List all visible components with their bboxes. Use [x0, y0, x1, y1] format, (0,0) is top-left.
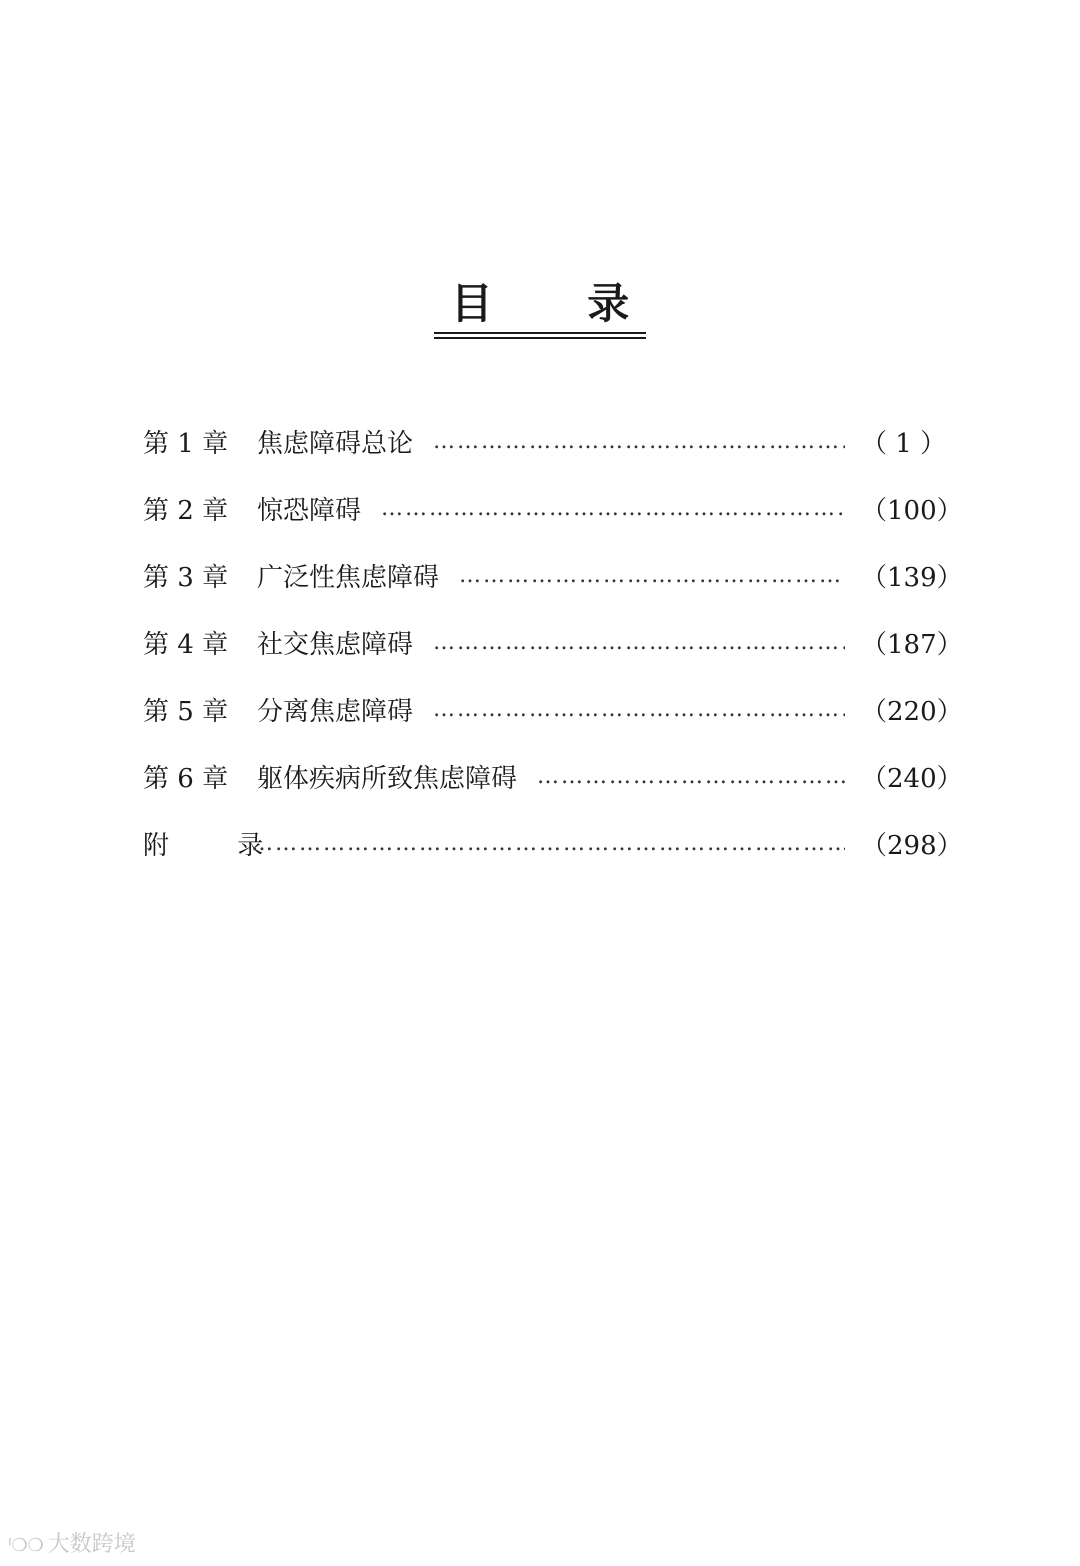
toc-entry-chapter-4[interactable] [143, 609, 963, 676]
page-number: （100） [861, 496, 963, 526]
chapter-number: 第 1 章 [143, 429, 229, 459]
chapter-number: 第 6 章 [143, 764, 229, 794]
appendix-label: 附 录 [143, 831, 294, 861]
page-number: （ 1 ） [861, 429, 947, 459]
dot-leader [537, 764, 845, 789]
watermark-text: 大数跨境 [47, 1532, 136, 1557]
dot-leader [433, 429, 845, 454]
dot-leader [381, 496, 845, 521]
chapter-title: 焦虑障碍总论 [257, 429, 414, 459]
chapter-number: 第 2 章 [143, 496, 229, 526]
title-rule-top [434, 332, 646, 334]
page-number: （220） [861, 697, 963, 727]
dot-leader [251, 831, 845, 856]
page-number: （187） [861, 630, 963, 660]
toc-entry-appendix[interactable] [143, 810, 963, 877]
toc-entry-chapter-5[interactable] [143, 676, 963, 743]
dot-leader [433, 697, 845, 722]
chapter-number: 第 4 章 [143, 630, 229, 660]
page-number: （139） [861, 563, 963, 593]
page-title: 目 录 [450, 279, 670, 328]
chapter-number: 第 5 章 [143, 697, 229, 727]
chapter-title: 惊恐障碍 [257, 496, 362, 526]
toc-entry-chapter-2[interactable] [143, 475, 963, 542]
chapter-title: 分离焦虑障碍 [257, 697, 414, 727]
chapter-number: 第 3 章 [143, 563, 229, 593]
toc-entry-chapter-6[interactable] [143, 743, 963, 810]
chapter-title: 社交焦虑障碍 [257, 630, 414, 660]
chapter-title: 广泛性焦虑障碍 [257, 563, 440, 593]
title-rule-bottom [434, 337, 646, 339]
page-number: （298） [861, 831, 963, 861]
dot-leader [433, 630, 845, 655]
table-of-contents [143, 408, 963, 877]
title-double-rule [434, 332, 646, 340]
toc-entry-chapter-1[interactable] [143, 408, 947, 475]
page-number: （240） [861, 764, 963, 794]
toc-entry-chapter-3[interactable] [143, 542, 963, 609]
watermark [8, 1527, 136, 1558]
watermark-logo-icon: ᑊ❍❍ [8, 1535, 44, 1556]
dot-leader [459, 563, 845, 588]
chapter-title: 躯体疾病所致焦虑障碍 [257, 764, 518, 794]
